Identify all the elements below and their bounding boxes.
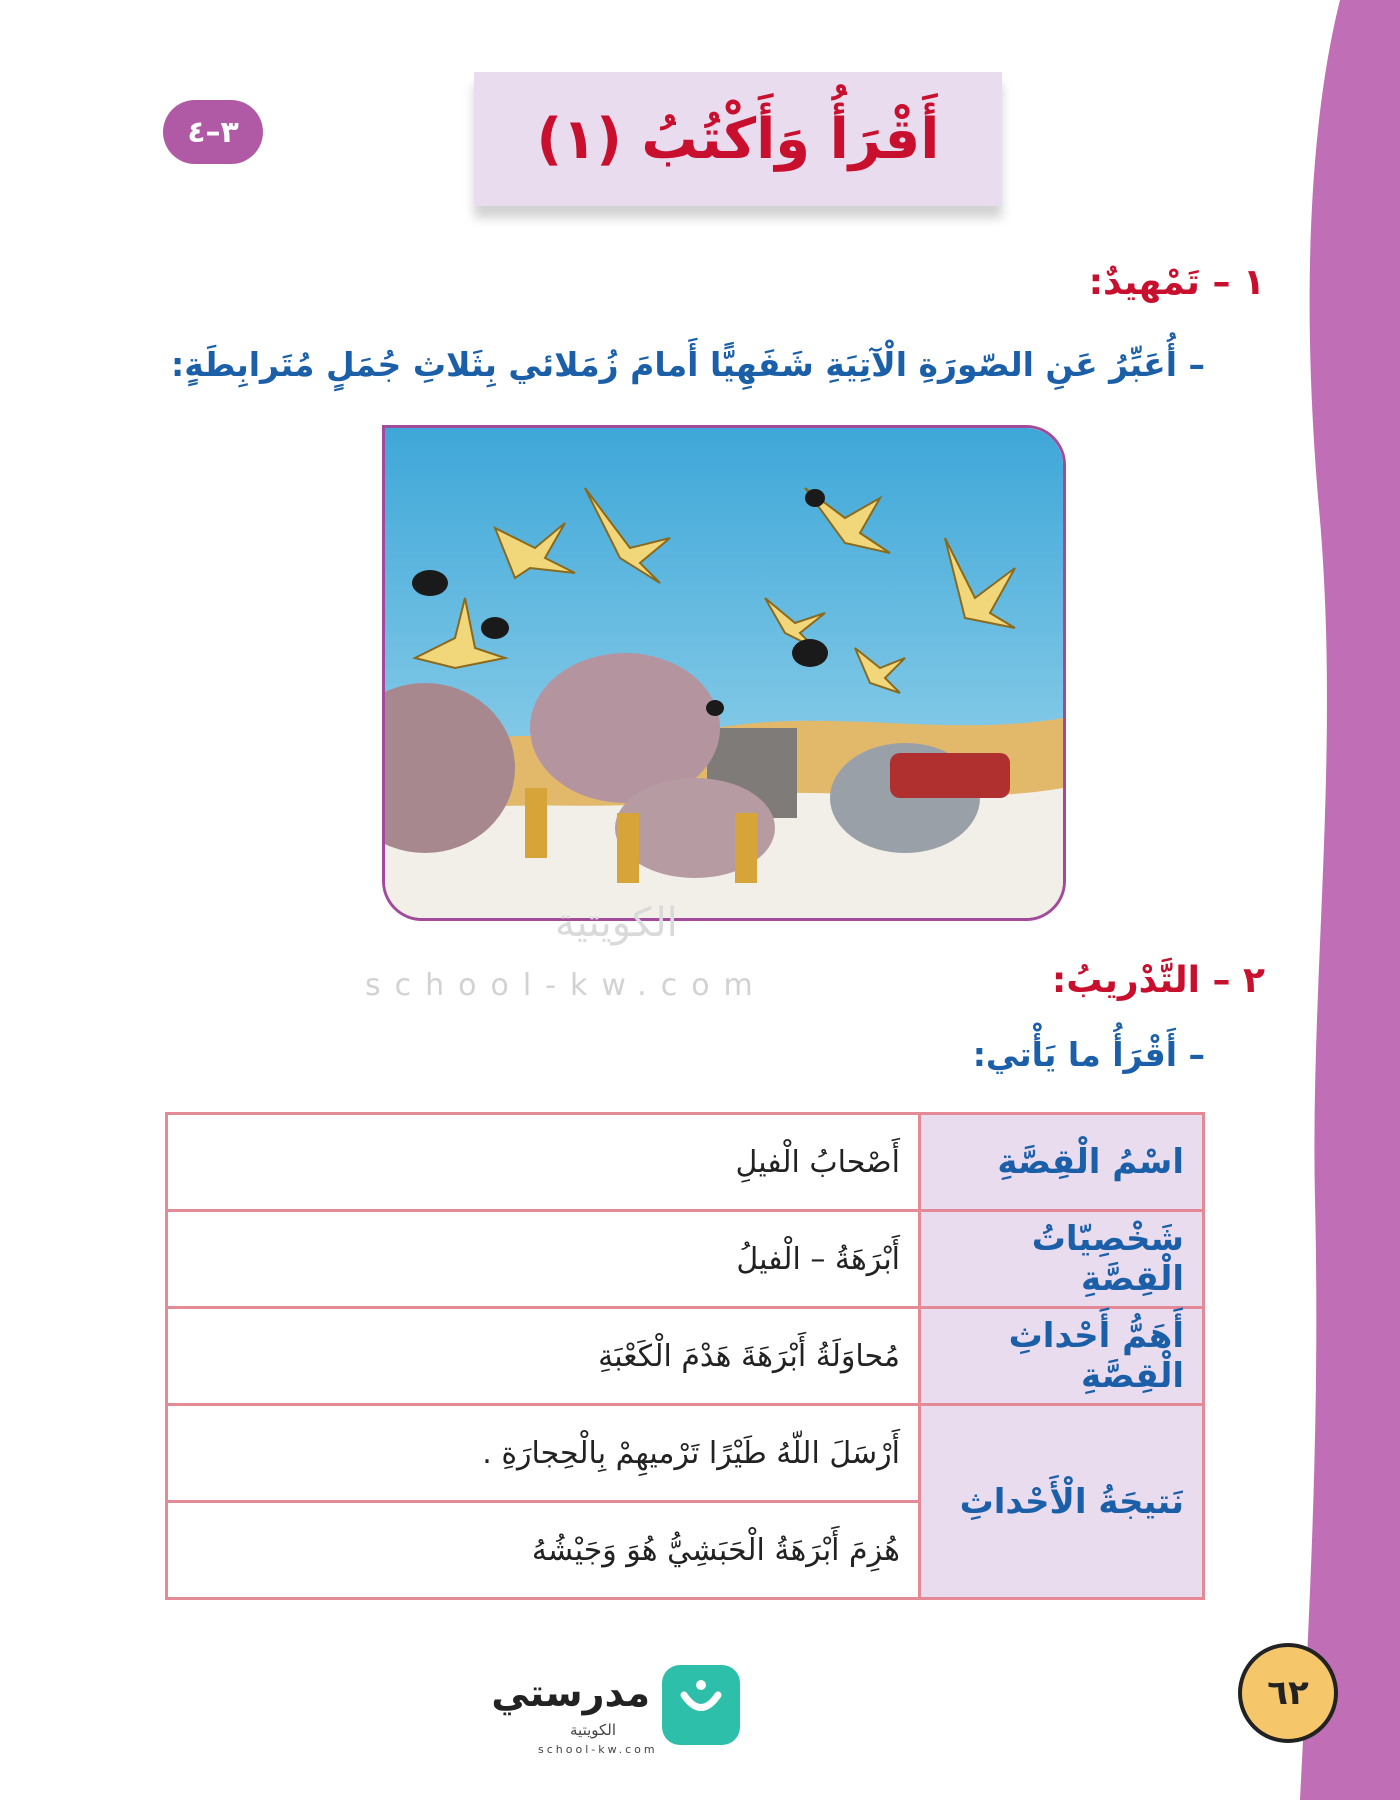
- row-label: أَهَمُّ أَحْداثِ الْقِصَّةِ: [920, 1308, 1204, 1405]
- result-value: أَرْسَلَ اللّهُ طَيْرًا تَرْميهِمْ بِالْحِجارَةِ .: [167, 1405, 920, 1502]
- table-row: [167, 1114, 1204, 1211]
- brand-logo: [491, 1665, 750, 1761]
- page-title: أَقْرَأُ وَأَكْتُبُ (١): [536, 106, 940, 172]
- row-value: مُحاوَلَةُ أَبْرَهَةَ هَدْمَ الْكَعْبَةِ: [167, 1308, 920, 1405]
- story-illustration: [382, 425, 1066, 921]
- table-row: [167, 1308, 1204, 1405]
- brand-icon: [662, 1665, 740, 1745]
- section-1-heading: ١ – تَمْهيدٌ:: [1088, 262, 1265, 303]
- page-number: ٦٢: [1238, 1643, 1338, 1743]
- section-2-instruction: – أَقْرَأُ ما يَأْتي:: [972, 1035, 1205, 1074]
- result-value: هُزِمَ أَبْرَهَةُ الْحَبَشِيُّ هُوَ وَجَيْشُهُ: [167, 1502, 920, 1599]
- watermark-url: school-kw.com: [365, 968, 767, 1003]
- row-label: اسْمُ الْقِصَّةِ: [920, 1114, 1204, 1211]
- elephant-birds-scene: [385, 428, 1063, 918]
- table-row: [167, 1405, 1204, 1502]
- brand-subtitle: الكويتية: [570, 1721, 617, 1739]
- result-label: نَتيجَةُ الْأَحْداثِ: [920, 1405, 1204, 1599]
- side-decoration-band: [1300, 0, 1400, 1800]
- table-row: [167, 1211, 1204, 1308]
- section-1-instruction: – أُعَبِّرُ عَنِ الصّورَةِ الْآتِيَةِ شَفَهِيًّا أَمامَ زُمَلائي بِثَلاثِ جُمَلٍ مُتَرابِطَةٍ:: [171, 345, 1205, 384]
- brand-url: school-kw.com: [538, 1743, 658, 1756]
- title-box: [474, 72, 1002, 206]
- lesson-badge: ٣–٤: [163, 100, 263, 164]
- row-label: شَخْصِيّاتُ الْقِصَّةِ: [920, 1211, 1204, 1308]
- story-table: [165, 1112, 1205, 1600]
- section-2-heading: ٢ – التَّدْريبُ:: [1051, 960, 1265, 1001]
- watermark-arabic: الكويتية: [555, 900, 678, 946]
- brand-name: مدرستي: [491, 1671, 650, 1715]
- row-value: أَصْحابُ الْفيلِ: [167, 1114, 920, 1211]
- row-value: أَبْرَهَةُ – الْفيلُ: [167, 1211, 920, 1308]
